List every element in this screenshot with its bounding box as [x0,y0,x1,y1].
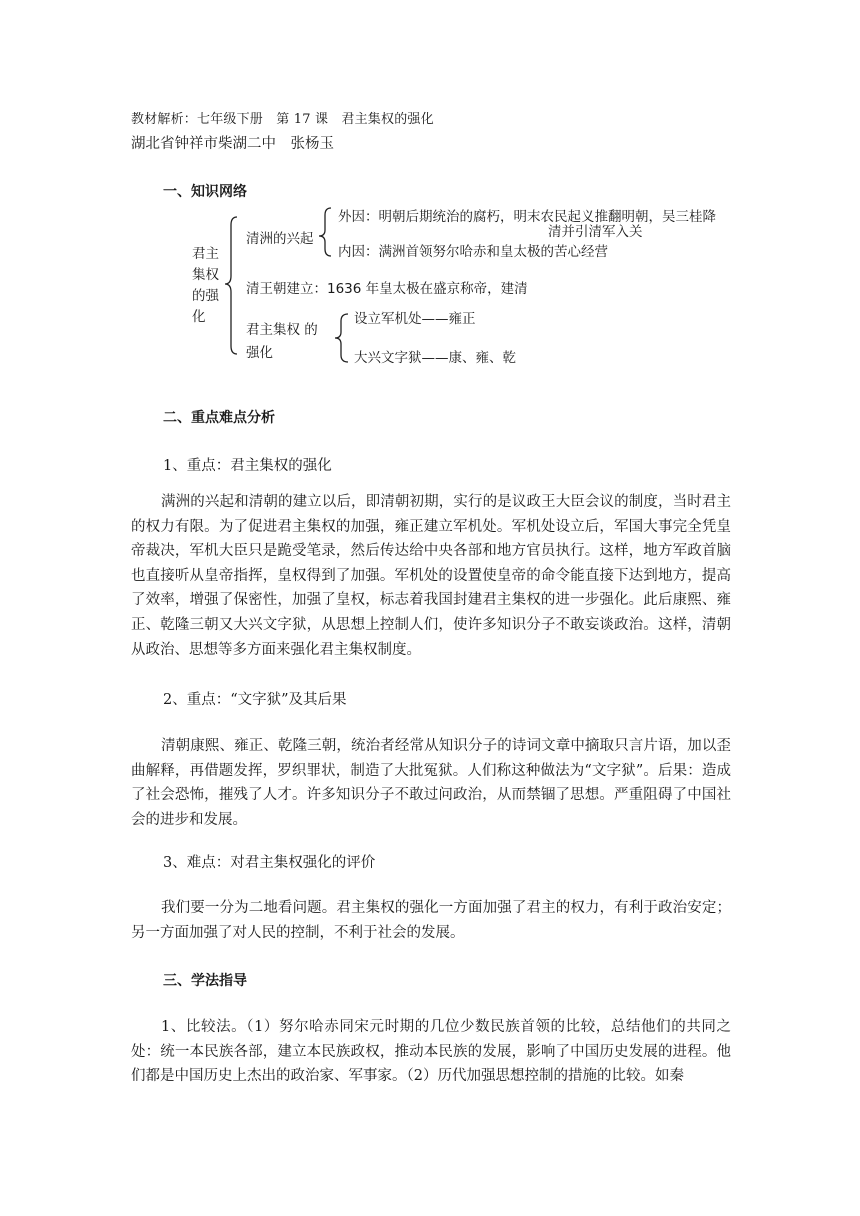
key-point-1-text: 满洲的兴起和清朝的建立以后，即清朝初期，实行的是议政王大臣会议的制度，当时君主的权力有限。为了促进君主集权的加强，雍正建立军机处。军机处设立后，军国大事完全凭皇帝裁决，军机大臣只是跪受笔录，然后传达给中央各部和地方官员执行。这样，地方军政首脑也直接听从皇帝指挥，皇权得到了加强。军机处的设置使皇帝的命令能直接下达到地方，提高了效率，增强了保密性，加强了皇权，标志着我国封建君主集权的进一步强化。此后康熙、雍正、乾隆三朝又大兴文字狱，从思想上控制人们，使许多知识分子不敢妄谈政治。这样，清朝从政治、思想等多方面来强化君主集权制度。 [131,494,731,658]
literary-inquisition: 大兴文字狱——康、雍、乾 [354,350,516,366]
internal-cause: 内因：满洲首领努尔哈赤和皇太极的苦心经营 [338,244,608,260]
lesson-header: 教材解析：七年级下册 第 17 课 君主集权的强化 [131,112,434,127]
section-knowledge-network: 一、知识网络 [163,184,247,200]
external-cause-cont: 清并引清军入关 [548,224,643,240]
branch-strengthen: 君主集权 的 [246,322,318,338]
section-study-methods: 三、学法指导 [163,973,247,989]
knowledge-network-diagram [178,200,738,380]
external-cause: 外因：明朝后期统治的腐朽，明末农民起义推翻明朝，吴三桂降 [338,209,716,225]
section-key-points: 二、重点难点分析 [163,410,275,426]
difficulty-title: 3、难点：对君主集权强化的评价 [163,855,376,871]
difficulty-text: 我们要一分为二地看问题。君主集权的强化一方面加强了君主的权力，有利于政治安定；另一方面加强了对人民的控制，不利于社会的发展。 [131,900,731,941]
key-point-1-title: 1、重点：君主集权的强化 [163,458,332,474]
diagram-root: 君主 集权 的强 化 [192,246,219,325]
branch-strengthen-cont: 强化 [246,345,273,361]
method-1-text: 1、比较法。（1）努尔哈赤同宋元时期的几位少数民族首领的比较，总结他们的共同之处：统一本民族各部，建立本民族政权，推动本民族的发展，影响了中国历史发展的进程。他们都是中国历史上杰出的政治家、军事家。（2）历代加强思想控制的措施的比较。如秦 [131,1019,731,1085]
brace-rise [319,208,331,256]
branch-establish: 清王朝建立：1636 年皇太极在盛京称帝，建清 [246,281,528,297]
key-point-2-title: 2、重点：“文字狱”及其后果 [163,692,347,708]
grand-council: 设立军机处——雍正 [354,311,476,327]
main-brace [225,217,237,354]
branch-rise: 清洲的兴起 [246,231,314,247]
author-line: 湖北省钟祥市柴湖二中 张杨玉 [131,136,334,152]
brace-strengthen [335,314,348,362]
key-point-2-text: 清朝康熙、雍正、乾隆三朝，统治者经常从知识分子的诗词文章中摘取只言片语，加以歪曲解释，再借题发挥，罗织罪状，制造了大批冤狱。人们称这种做法为“文字狱”。后果：造成了社会恐怖，摧残了人才。许多知识分子不敢过问政治，从而禁锢了思想。严重阻碍了中国社会的进步和发展。 [131,738,731,828]
